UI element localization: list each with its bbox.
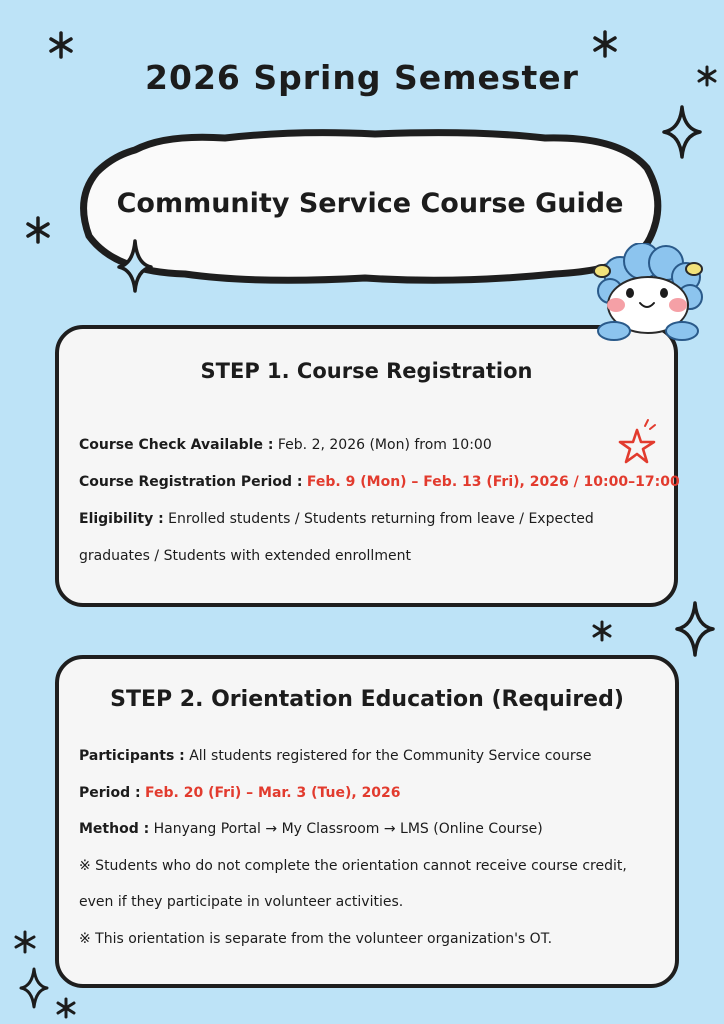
orientation-period-value: Feb. 20 (Fri) – Mar. 3 (Tue), 2026 xyxy=(145,784,401,801)
sheep-mascot-icon xyxy=(590,243,708,343)
step2-card xyxy=(55,655,679,988)
sparkle-icon xyxy=(18,966,50,1010)
step1-title: STEP 1. Course Registration xyxy=(200,359,533,383)
guide-title: Community Service Course Guide xyxy=(116,188,624,219)
asterisk-icon xyxy=(48,30,74,60)
participants-label: Participants : xyxy=(79,748,185,764)
sparkle-icon xyxy=(661,104,703,160)
eligibility-label: Eligibility : xyxy=(79,511,164,527)
asterisk-icon xyxy=(592,620,612,642)
method-line xyxy=(79,811,657,848)
method-value: Hanyang Portal → My Classroom → LMS (Online Course) xyxy=(153,821,543,837)
ot-note: ※ This orientation is separate from the volunteer organization's OT. xyxy=(79,930,553,947)
asterisk-icon xyxy=(592,29,618,59)
eligibility-line xyxy=(79,501,656,538)
participants-line xyxy=(79,738,657,775)
course-check-value: Feb. 2, 2026 (Mon) from 10:00 xyxy=(277,437,492,453)
asterisk-icon xyxy=(56,997,76,1019)
page-title: 2026 Spring Semester xyxy=(145,58,579,97)
orientation-period-line xyxy=(79,775,657,812)
registration-period-line xyxy=(79,464,680,501)
step1-card xyxy=(55,325,678,607)
eligibility-value: Enrolled students / Students returning from leave / Expected xyxy=(168,511,594,527)
registration-period-label: Course Registration Period : xyxy=(79,474,303,490)
method-label: Method : xyxy=(79,821,150,837)
registration-period-value: Feb. 9 (Mon) – Feb. 13 (Fri), 2026 / 10:00–17:00 xyxy=(306,474,680,490)
course-check-line xyxy=(79,427,656,464)
credit-note: ※ Students who do not complete the orientation cannot receive course credit, xyxy=(79,857,627,874)
sparkle-icon xyxy=(674,600,716,658)
course-check-label: Course Check Available : xyxy=(79,437,274,453)
participants-value: All students registered for the Community Service course xyxy=(189,748,592,764)
asterisk-icon xyxy=(25,215,51,245)
step2-title: STEP 2. Orientation Education (Required) xyxy=(110,687,624,712)
credit-note-continued: even if they participate in volunteer activities. xyxy=(79,894,404,910)
asterisk-icon xyxy=(14,930,36,954)
orientation-period-label: Period : xyxy=(79,784,141,801)
eligibility-line-continued: graduates / Students with extended enrollment xyxy=(79,548,411,564)
star-doodle-icon xyxy=(616,418,658,466)
sparkle-icon xyxy=(116,238,154,294)
